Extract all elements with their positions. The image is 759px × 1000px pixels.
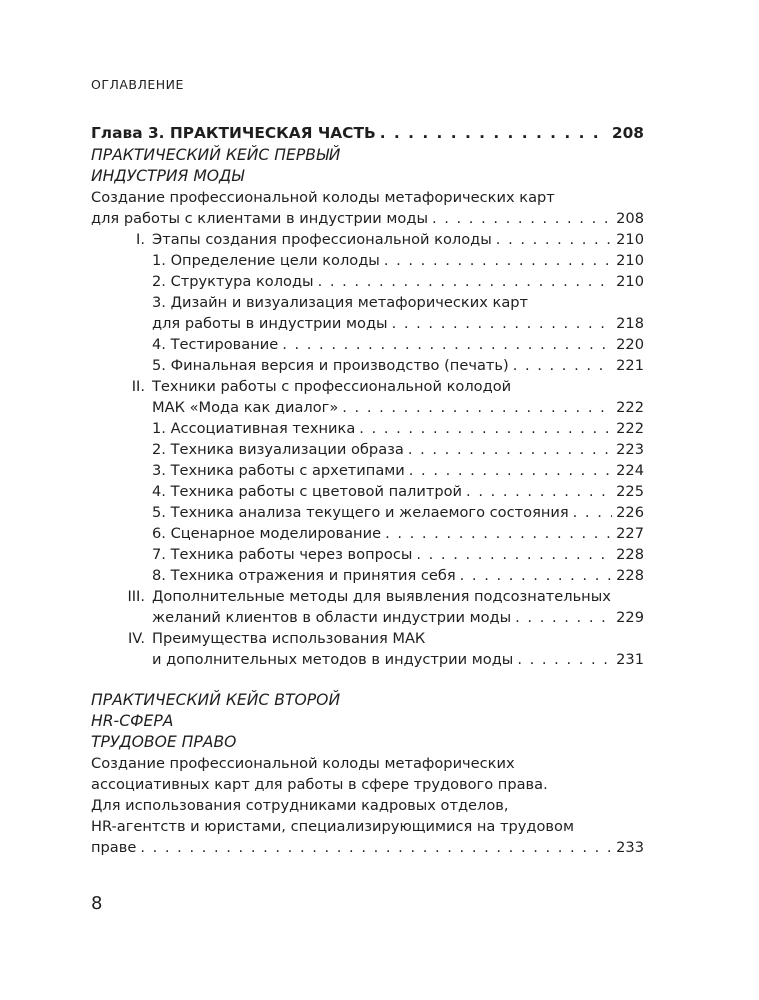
section-title: Этапы создания профессиональной колоды: [152, 231, 492, 248]
table-of-contents: [91, 121, 644, 858]
entry-page: 226: [616, 504, 644, 521]
toc-item: 1. Определение цели колоды . . . 210: [91, 250, 644, 271]
case2-text-line: Для использования сотрудниками кадровых отделов,: [91, 797, 509, 814]
entry-page: 222: [616, 420, 644, 437]
toc-section-3: [91, 586, 644, 607]
case2-subheading: HR-СФЕРА: [91, 712, 174, 730]
section-title: Преимущества использования МАК: [152, 630, 426, 647]
toc-section-3-continuation: желаний клиентов в области индустрии моды . . . 229: [91, 607, 644, 628]
toc-item: 3. Дизайн и визуализация метафорических карт: [152, 294, 529, 311]
section-number: I.: [136, 231, 145, 248]
entry-page: 210: [616, 252, 644, 269]
case2-text-line: ассоциативных карт для работы в сфере трудового права.: [91, 776, 548, 793]
entry-page: 224: [616, 462, 644, 479]
entry-page: 231: [616, 651, 644, 668]
toc-item: 3. Техника работы с архетипами . . . 224: [91, 460, 644, 481]
case2-subheading-2: ТРУДОВОЕ ПРАВО: [91, 733, 237, 751]
section-number: II.: [131, 378, 145, 395]
section-title: Дополнительные методы для выявления подсознательных: [152, 588, 611, 605]
case2-text-line: HR-агентств и юристами, специализирующимися на трудовом: [91, 818, 574, 835]
entry-page: 227: [616, 525, 644, 542]
entry-page: 208: [616, 210, 644, 227]
chapter-page: 208: [611, 124, 644, 142]
toc-item: 2. Структура колоды . . . 210: [91, 271, 644, 292]
toc-section-4-continuation: и дополнительных методов в индустрии моды . . . 231: [91, 649, 644, 670]
entry-page: 210: [616, 231, 644, 248]
toc-section-1: [91, 229, 644, 250]
chapter-title: Глава 3. ПРАКТИЧЕСКАЯ ЧАСТЬ: [91, 124, 376, 142]
toc-item: 7. Техника работы через вопросы . . . 228: [91, 544, 644, 565]
toc-item: 2. Техника визуализации образа . . . 223: [91, 439, 644, 460]
toc-item: 5. Техника анализа текущего и желаемого состояния . . . 226: [91, 502, 644, 523]
case2-text-line-last: праве . . . 233: [91, 837, 644, 858]
entry-page: 221: [616, 357, 644, 374]
entry-page: 220: [616, 336, 644, 353]
section-title: Техники работы с профессиональной колодой: [152, 378, 512, 395]
toc-item: 6. Сценарное моделирование . . . 227: [91, 523, 644, 544]
case2-heading: ПРАКТИЧЕСКИЙ КЕЙС ВТОРОЙ: [91, 691, 341, 709]
case1-heading: ПРАКТИЧЕСКИЙ КЕЙС ПЕРВЫЙ: [91, 146, 341, 164]
toc-item: 4. Тестирование . . . 220: [91, 334, 644, 355]
entry-page: 218: [616, 315, 644, 332]
toc-item-continuation: для работы в индустрии моды . . . 218: [91, 313, 644, 334]
running-header: ОГЛАВЛЕНИЕ: [91, 77, 184, 92]
entry-page: 229: [616, 609, 644, 626]
section-number: III.: [127, 588, 145, 605]
entry-page: 233: [616, 839, 644, 856]
entry-page: 228: [616, 567, 644, 584]
leader-dots: [496, 229, 612, 250]
case2-text-line: Создание профессиональной колоды метафорических: [91, 755, 515, 772]
leader-dots: [380, 121, 608, 145]
toc-item: 4. Техника работы с цветовой палитрой . . . 225: [91, 481, 644, 502]
toc-chapter-entry: [91, 121, 644, 145]
entry-page: 223: [616, 441, 644, 458]
page-number: 8: [91, 893, 103, 914]
toc-section-2: [91, 376, 644, 397]
toc-section-4: [91, 628, 644, 649]
toc-item: 1. Ассоциативная техника . . . 222: [91, 418, 644, 439]
entry-page: 225: [616, 483, 644, 500]
case1-intro-line1: Создание профессиональной колоды метафорических карт: [91, 189, 555, 206]
entry-page: 228: [616, 546, 644, 563]
toc-section-2-continuation: МАК «Мода как диалог» . . . 222: [91, 397, 644, 418]
toc-item: 5. Финальная версия и производство (печать) . . . 221: [91, 355, 644, 376]
case1-subheading: ИНДУСТРИЯ МОДЫ: [91, 167, 245, 185]
leader-dots: [432, 208, 612, 229]
entry-page: 222: [616, 399, 644, 416]
toc-item: 8. Техника отражения и принятия себя . . . 228: [91, 565, 644, 586]
case1-intro-line2: для работы с клиентами в индустрии моды . . . 208: [91, 208, 644, 229]
section-number: IV.: [127, 630, 145, 647]
entry-page: 210: [616, 273, 644, 290]
